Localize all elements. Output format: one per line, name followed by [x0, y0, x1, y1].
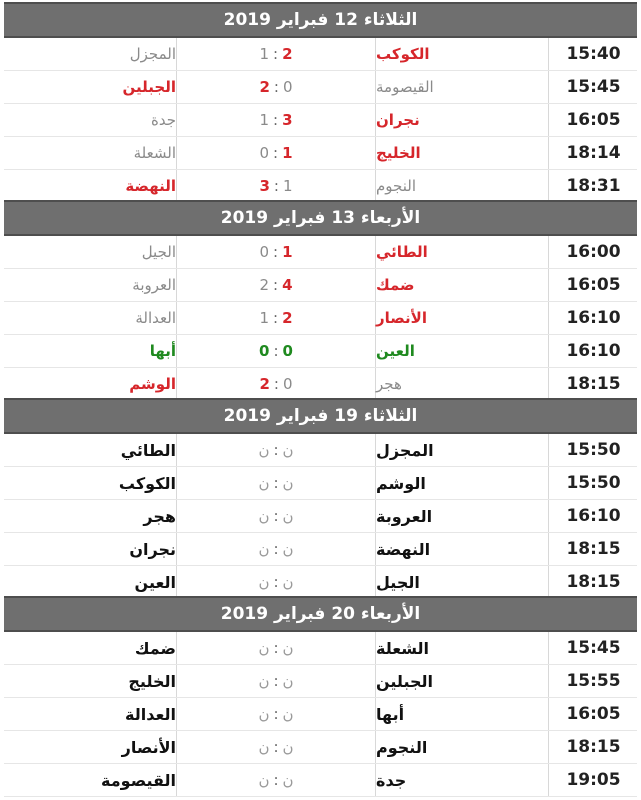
away-goals: 0 [259, 243, 270, 261]
home-team-cell [376, 71, 548, 103]
match-row[interactable] [4, 368, 637, 401]
score-separator: : [273, 309, 279, 327]
home-team-cell [376, 698, 548, 730]
away-team-cell [4, 731, 176, 763]
score-separator: : [273, 672, 279, 690]
score-separator: : [273, 474, 279, 492]
away-goals: 0 [259, 342, 270, 360]
away-goals: 3 [259, 177, 270, 195]
home-team-cell [376, 137, 548, 169]
away-team-cell [4, 500, 176, 532]
match-time: 16:10 [548, 500, 638, 532]
score-separator: : [273, 111, 279, 129]
home-goals: 1 [282, 177, 293, 195]
match-time: 16:00 [548, 236, 638, 268]
home-goals: 0 [282, 375, 293, 393]
home-team-name: الخليج [376, 144, 421, 162]
match-score [176, 137, 376, 169]
away-team-cell [4, 302, 176, 334]
away-goals: 1 [259, 45, 270, 63]
away-goals: ن [258, 540, 270, 558]
score-separator: : [273, 705, 279, 723]
away-team-name: الوشم [129, 375, 176, 393]
away-team-name: جدة [150, 111, 176, 129]
away-goals: ن [258, 672, 270, 690]
score-separator: : [273, 639, 279, 657]
score-separator: : [273, 342, 279, 360]
home-team-cell [376, 368, 548, 400]
home-goals: ن [282, 738, 294, 756]
away-team-cell [4, 71, 176, 103]
match-row[interactable] [4, 533, 637, 566]
home-team-cell [376, 467, 548, 499]
away-team-name: الجيل [141, 243, 176, 261]
away-team-name: النهضة [125, 177, 176, 195]
match-time: 16:05 [548, 104, 638, 136]
match-score [176, 38, 376, 70]
home-team-cell [376, 236, 548, 268]
home-team-cell [376, 632, 548, 664]
away-team-name: الشعلة [133, 144, 176, 162]
home-goals: 4 [282, 276, 293, 294]
home-goals: ن [282, 705, 294, 723]
away-team-cell [4, 665, 176, 697]
match-score [176, 335, 376, 367]
away-goals: ن [258, 771, 270, 789]
home-team-name: العروبة [376, 506, 433, 526]
home-team-cell [376, 302, 548, 334]
match-row[interactable] [4, 137, 637, 170]
home-team-name: نجران [376, 111, 420, 129]
home-team-cell [376, 500, 548, 532]
away-team-cell [4, 533, 176, 565]
match-row[interactable] [4, 764, 637, 797]
home-goals: ن [282, 507, 294, 525]
home-team-name: ضمك [376, 276, 415, 294]
score-separator: : [273, 276, 279, 294]
away-goals: 2 [259, 78, 270, 96]
away-team-cell [4, 368, 176, 400]
away-team-cell [4, 632, 176, 664]
away-goals: ن [258, 507, 270, 525]
match-row[interactable] [4, 731, 637, 764]
match-time: 18:15 [548, 566, 638, 598]
home-team-cell [376, 533, 548, 565]
match-row[interactable] [4, 104, 637, 137]
match-score [176, 302, 376, 334]
home-team-name: النهضة [376, 539, 431, 559]
away-goals: ن [258, 573, 270, 591]
match-time: 15:45 [548, 632, 638, 664]
match-time: 16:05 [548, 269, 638, 301]
match-time: 18:15 [548, 533, 638, 565]
day-header: الأربعاء 20 فبراير 2019 [4, 596, 637, 632]
match-score [176, 665, 376, 697]
home-team-cell [376, 665, 548, 697]
match-score [176, 731, 376, 763]
away-team-cell [4, 170, 176, 202]
match-time: 16:10 [548, 302, 638, 334]
match-time: 15:50 [548, 434, 638, 466]
match-row[interactable] [4, 71, 637, 104]
match-time: 16:10 [548, 335, 638, 367]
match-time: 16:05 [548, 698, 638, 730]
match-time: 19:05 [548, 764, 638, 796]
home-team-name: الشعلة [376, 638, 430, 658]
home-goals: ن [282, 639, 294, 657]
away-team-name: الخليج [128, 671, 176, 691]
score-separator: : [273, 45, 279, 63]
home-team-name: النجوم [376, 737, 428, 757]
home-team-name: جدة [376, 770, 407, 790]
away-goals: ن [258, 639, 270, 657]
away-team-name: العين [134, 572, 176, 592]
match-score [176, 566, 376, 598]
match-score [176, 764, 376, 796]
home-team-name: الجيل [376, 572, 420, 592]
home-goals: 3 [282, 111, 293, 129]
match-row[interactable] [4, 269, 637, 302]
away-goals: ن [258, 474, 270, 492]
score-separator: : [273, 243, 279, 261]
home-team-name: أبها [376, 704, 405, 724]
away-team-cell [4, 335, 176, 367]
match-score [176, 467, 376, 499]
away-team-name: الجبلين [122, 78, 176, 96]
score-separator: : [273, 441, 279, 459]
home-goals: ن [282, 441, 294, 459]
match-time: 15:40 [548, 38, 638, 70]
score-separator: : [273, 144, 279, 162]
home-team-cell [376, 335, 548, 367]
home-team-name: هجر [376, 375, 402, 393]
match-row[interactable] [4, 698, 637, 731]
away-team-cell [4, 467, 176, 499]
away-team-name: هجر [143, 506, 176, 526]
score-separator: : [273, 507, 279, 525]
away-goals: ن [258, 441, 270, 459]
home-team-name: الطائي [376, 243, 428, 261]
away-goals: ن [258, 705, 270, 723]
home-goals: 1 [282, 144, 293, 162]
match-score [176, 71, 376, 103]
away-team-cell [4, 137, 176, 169]
match-time: 18:15 [548, 368, 638, 400]
match-row[interactable] [4, 467, 637, 500]
away-team-cell [4, 764, 176, 796]
away-team-name: ضمك [134, 638, 176, 658]
match-row[interactable] [4, 500, 637, 533]
away-goals: 0 [259, 144, 270, 162]
match-time: 15:55 [548, 665, 638, 697]
score-separator: : [273, 771, 279, 789]
match-score [176, 632, 376, 664]
home-goals: 1 [282, 243, 293, 261]
home-team-name: الأنصار [376, 309, 427, 327]
home-team-name: المجزل [376, 440, 434, 460]
match-row[interactable] [4, 302, 637, 335]
match-row[interactable] [4, 236, 637, 269]
match-row[interactable] [4, 434, 637, 467]
home-team-cell [376, 170, 548, 202]
match-time: 18:14 [548, 137, 638, 169]
match-time: 18:15 [548, 731, 638, 763]
away-goals: ن [258, 738, 270, 756]
match-score [176, 533, 376, 565]
away-team-name: الكوكب [118, 473, 176, 493]
score-separator: : [273, 738, 279, 756]
match-time: 18:31 [548, 170, 638, 202]
away-team-name: العروبة [132, 276, 176, 294]
home-team-cell [376, 104, 548, 136]
match-score [176, 236, 376, 268]
away-team-cell [4, 698, 176, 730]
away-team-name: القيصومة [101, 770, 176, 790]
match-score [176, 104, 376, 136]
match-score [176, 434, 376, 466]
match-row[interactable] [4, 335, 637, 368]
away-goals: 2 [259, 375, 270, 393]
home-team-name: العين [376, 342, 415, 360]
away-team-name: الأنصار [121, 737, 176, 757]
match-time: 15:45 [548, 71, 638, 103]
away-goals: 1 [259, 111, 270, 129]
away-team-name: العدالة [135, 309, 176, 327]
home-goals: 0 [282, 342, 293, 360]
day-header: الأربعاء 13 فبراير 2019 [4, 200, 637, 236]
home-goals: ن [282, 672, 294, 690]
away-team-name: نجران [129, 539, 176, 559]
match-score [176, 698, 376, 730]
home-team-name: الجبلين [376, 671, 434, 691]
match-row[interactable] [4, 665, 637, 698]
match-score [176, 368, 376, 400]
match-score [176, 500, 376, 532]
home-team-cell [376, 38, 548, 70]
home-goals: 0 [282, 78, 293, 96]
home-team-cell [376, 731, 548, 763]
home-team-name: الكوكب [376, 45, 430, 63]
score-separator: : [273, 540, 279, 558]
home-goals: 2 [282, 45, 293, 63]
away-team-cell [4, 269, 176, 301]
home-goals: 2 [282, 309, 293, 327]
home-team-cell [376, 566, 548, 598]
home-team-name: القيصومة [376, 78, 434, 96]
day-header: الثلاثاء 12 فبراير 2019 [4, 2, 637, 38]
away-team-name: العدالة [125, 704, 176, 724]
home-team-cell [376, 434, 548, 466]
away-team-name: أبها [149, 342, 176, 360]
home-team-name: النجوم [376, 177, 416, 195]
away-team-cell [4, 38, 176, 70]
away-goals: 1 [259, 309, 270, 327]
away-team-name: الطائي [120, 440, 176, 460]
home-goals: ن [282, 474, 294, 492]
match-row[interactable] [4, 38, 637, 71]
score-separator: : [273, 573, 279, 591]
away-team-name: المجزل [129, 45, 176, 63]
away-goals: 2 [259, 276, 270, 294]
match-score [176, 269, 376, 301]
away-team-cell [4, 434, 176, 466]
match-row[interactable] [4, 632, 637, 665]
home-team-cell [376, 764, 548, 796]
match-time: 15:50 [548, 467, 638, 499]
home-goals: ن [282, 771, 294, 789]
match-score [176, 170, 376, 202]
match-row[interactable] [4, 170, 637, 203]
home-goals: ن [282, 573, 294, 591]
away-team-cell [4, 566, 176, 598]
away-team-cell [4, 104, 176, 136]
score-separator: : [273, 177, 279, 195]
match-row[interactable] [4, 566, 637, 599]
home-team-name: الوشم [376, 473, 426, 493]
day-header: الثلاثاء 19 فبراير 2019 [4, 398, 637, 434]
home-team-cell [376, 269, 548, 301]
away-team-cell [4, 236, 176, 268]
score-separator: : [273, 375, 279, 393]
home-goals: ن [282, 540, 294, 558]
score-separator: : [273, 78, 279, 96]
